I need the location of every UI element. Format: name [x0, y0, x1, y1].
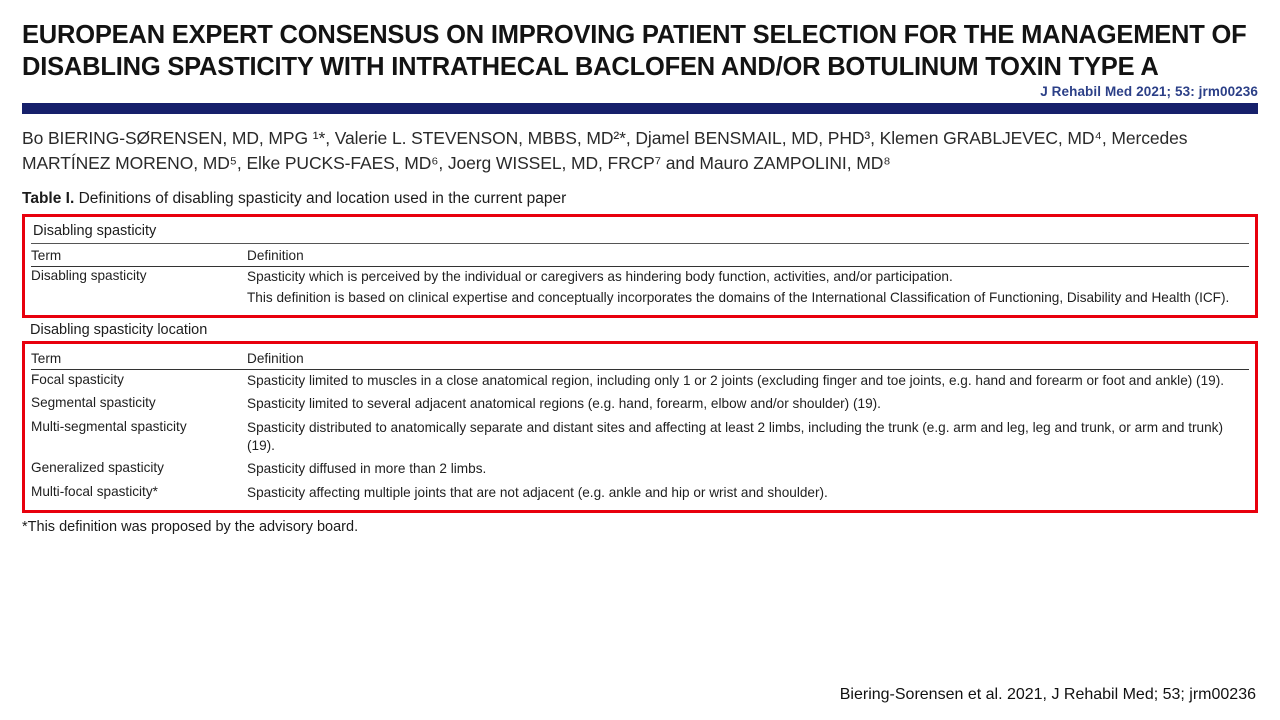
row-term: Generalized spasticity [31, 460, 164, 476]
definition-paragraph: Spasticity limited to muscles in a close anatomical region, including only 1 or 2 joints (excluding finger and toe joints, e.g. hand and forearm or foot and ankle) (19). [247, 372, 1225, 388]
table-row [31, 393, 1249, 416]
table-row [31, 482, 1249, 505]
table-section-title-1: Disabling spasticity [31, 220, 1249, 244]
row-definition [247, 393, 1249, 416]
table-disabling-spasticity [31, 244, 1249, 310]
row-term: Segmental spasticity [31, 395, 156, 411]
row-definition [247, 267, 1249, 310]
table-caption [22, 190, 1258, 208]
table-footnote: *This definition was proposed by the advisory board. [22, 519, 359, 535]
definition-paragraph: Spasticity diffused in more than 2 limbs. [247, 461, 487, 477]
table-header-row [31, 244, 1249, 267]
row-term: Disabling spasticity [31, 268, 147, 284]
column-header-term: Term [31, 347, 247, 370]
table-section-title-2: Disabling spasticity location [30, 321, 208, 338]
definition-paragraph: Spasticity which is perceived by the individual or caregivers as hindering body function, activities, and/or participation. [247, 269, 953, 285]
highlight-box-disabling-spasticity [22, 214, 1258, 318]
table-caption-label: Table I. [22, 190, 75, 208]
row-definition [247, 458, 1249, 481]
definition-paragraph: This definition is based on clinical expertise and conceptually incorporates the domains of the International Classification of Functioning, Disability and Health (ICF). [247, 289, 1230, 305]
title-block [22, 0, 1258, 99]
page-title: EUROPEAN EXPERT CONSENSUS ON IMPROVING PATIENT SELECTION FOR THE MANAGEMENT OF DISABLING SPASTICITY WITH INTRATHECAL BACLOFEN AND/OR BOTULINUM TOXIN TYPE A [22, 21, 1247, 81]
row-definition [247, 482, 1249, 505]
table-caption-text: Definitions of disabling spasticity and location used in the current paper [74, 190, 567, 208]
table-spasticity-location [31, 347, 1249, 505]
column-header-definition: Definition [247, 347, 1249, 370]
definition-paragraph: Spasticity distributed to anatomically separate and distant sites and affecting at least 2 limbs, including the trunk (e.g. arm and leg, leg and trunk, or arm and trunk) (19). [247, 419, 1224, 453]
definition-paragraph: Spasticity affecting multiple joints that are not adjacent (e.g. ankle and hip or wrist and shoulder). [247, 484, 828, 500]
accent-divider [22, 103, 1258, 114]
column-header-term: Term [31, 244, 247, 267]
journal-reference: J Rehabil Med 2021; 53: jrm00236 [1040, 84, 1258, 100]
journal-reference-row [22, 84, 1258, 99]
table-row [31, 267, 1249, 310]
highlight-box-spasticity-location [22, 341, 1258, 513]
definition-paragraph: Spasticity limited to several adjacent anatomical regions (e.g. hand, forearm, elbow and/or shoulder) (19). [247, 396, 881, 412]
slide-citation: Biering-Sorensen et al. 2021, J Rehabil Med; 53; jrm00236 [839, 686, 1256, 703]
row-term: Multi-segmental spasticity [31, 418, 187, 434]
row-term: Multi-focal spasticity* [31, 483, 158, 499]
column-header-definition: Definition [247, 244, 1249, 267]
table-row [31, 369, 1249, 393]
row-term: Focal spasticity [31, 371, 124, 387]
table-row [31, 417, 1249, 459]
author-list: Bo BIERING-SØRENSEN, MD, MPG ¹*, Valerie L. STEVENSON, MBBS, MD²*, Djamel BENSMAIL, MD, PHD³, Klemen GRABLJEVEC, MD⁴, Mercedes MARTÍNEZ MORENO, MD⁵, Elke PUCKS-FAES, MD⁶, Joerg WISSEL, MD, FRCP⁷ and Mauro ZAMPOLINI, MD⁸ [22, 128, 1188, 174]
row-definition [247, 417, 1249, 459]
table-row [31, 458, 1249, 481]
row-definition [247, 369, 1249, 393]
table-header-row [31, 347, 1249, 370]
